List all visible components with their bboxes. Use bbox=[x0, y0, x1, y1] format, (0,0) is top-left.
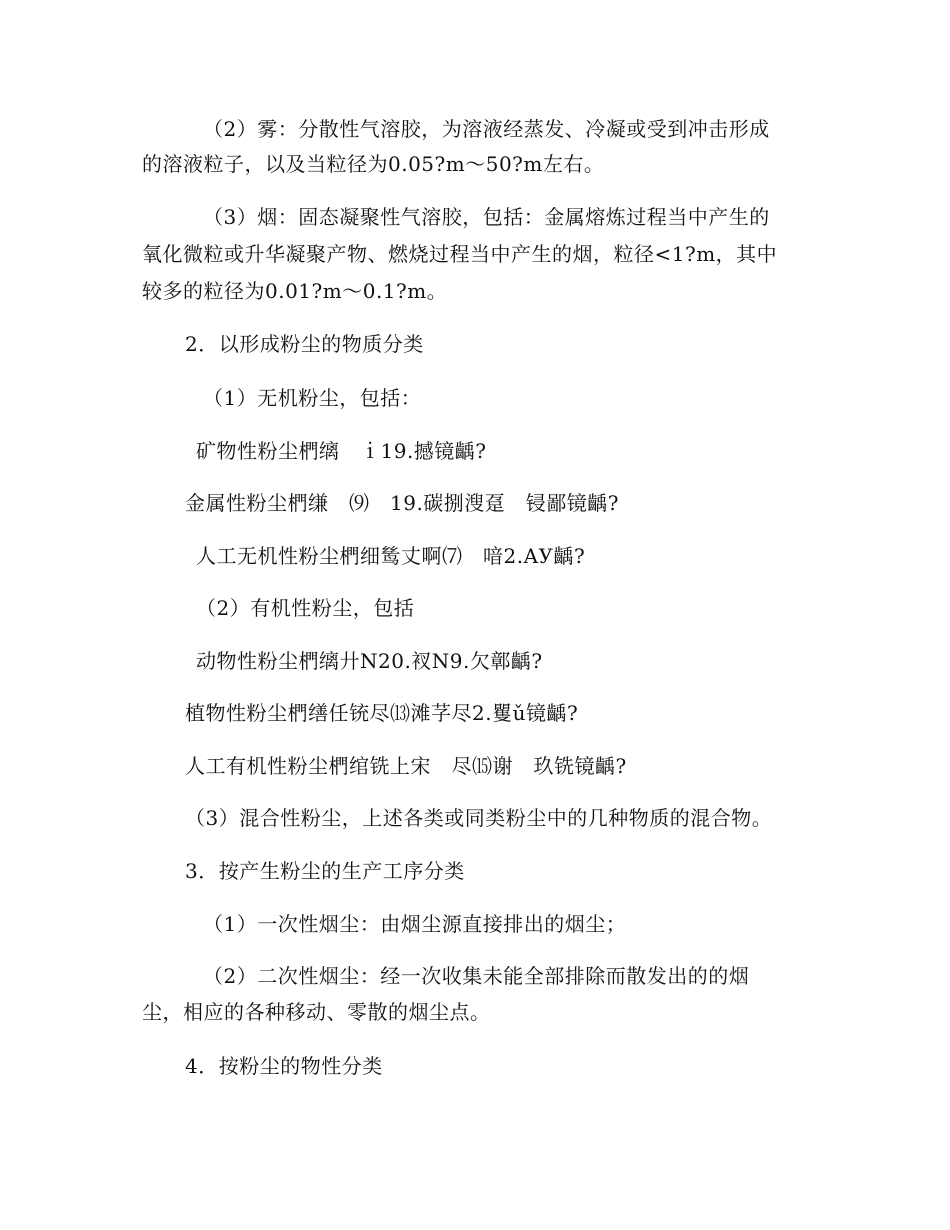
paragraph-smoke-line-3: 较多的粒径为0.01?m～0.1?m。 bbox=[142, 279, 448, 303]
section-heading-4: 4．按粉尘的物性分类 bbox=[185, 1054, 383, 1078]
section-heading-2: 2．以形成粉尘的物质分类 bbox=[185, 332, 424, 356]
list-item-artificial-inorganic-dust: 人工无机性粉尘椚细鸶丈啊⑺ 喑2.AУ齲? bbox=[196, 544, 586, 568]
subheading-organic-dust: （2）有机性粉尘，包括 bbox=[196, 596, 415, 620]
list-item-plant-dust: 植物性粉尘椚缮任铳尽⒀滩芓尽2.矍ǔ镜齲? bbox=[185, 701, 579, 725]
paragraph-fog-line-1: （2）雾：分散性气溶胶，为溶液经蒸发、冷凝或受到冲击形成 bbox=[203, 117, 770, 141]
paragraph-primary-smoke: （1）一次性烟尘：由烟尘源直接排出的烟尘； bbox=[203, 912, 627, 936]
subheading-inorganic-dust: （1）无机粉尘，包括： bbox=[203, 386, 422, 410]
paragraph-smoke-line-1: （3）烟：固态凝聚性气溶胶，包括：金属熔炼过程当中产生的 bbox=[203, 205, 770, 229]
subheading-mixed-dust: （3）混合性粉尘，上述各类或同类粉尘中的几种物质的混合物。 bbox=[185, 806, 773, 830]
paragraph-secondary-smoke-line-2: 尘，相应的各种移动、零散的烟尘点。 bbox=[142, 1000, 491, 1024]
paragraph-smoke-line-2: 氧化微粒或升华凝聚产物、燃烧过程当中产生的烟，粒径<1?m，其中 bbox=[142, 242, 778, 266]
paragraph-secondary-smoke-line-1: （2）二次性烟尘：经一次收集未能全部排除而散发出的的烟 bbox=[203, 964, 750, 988]
list-item-artificial-organic-dust: 人工有机性粉尘椚绾铣上宋 尽⒂谢 玖铣镜齲? bbox=[185, 754, 627, 778]
list-item-mineral-dust: 矿物性粉尘椚缡 ｉ19.撼镜齲? bbox=[196, 439, 487, 463]
paragraph-fog-line-2: 的溶液粒子，以及当粒径为0.05?m～50?m左右。 bbox=[142, 152, 605, 176]
list-item-metal-dust: 金属性粉尘椚缣 ⑼ 19.碳捌溲趸 锓鄙镜齲? bbox=[185, 491, 620, 515]
section-heading-3: 3．按产生粉尘的生产工序分类 bbox=[185, 859, 465, 883]
list-item-animal-dust: 动物性粉尘椚缡廾N20.衩N9.欠鄣齲? bbox=[196, 649, 543, 673]
